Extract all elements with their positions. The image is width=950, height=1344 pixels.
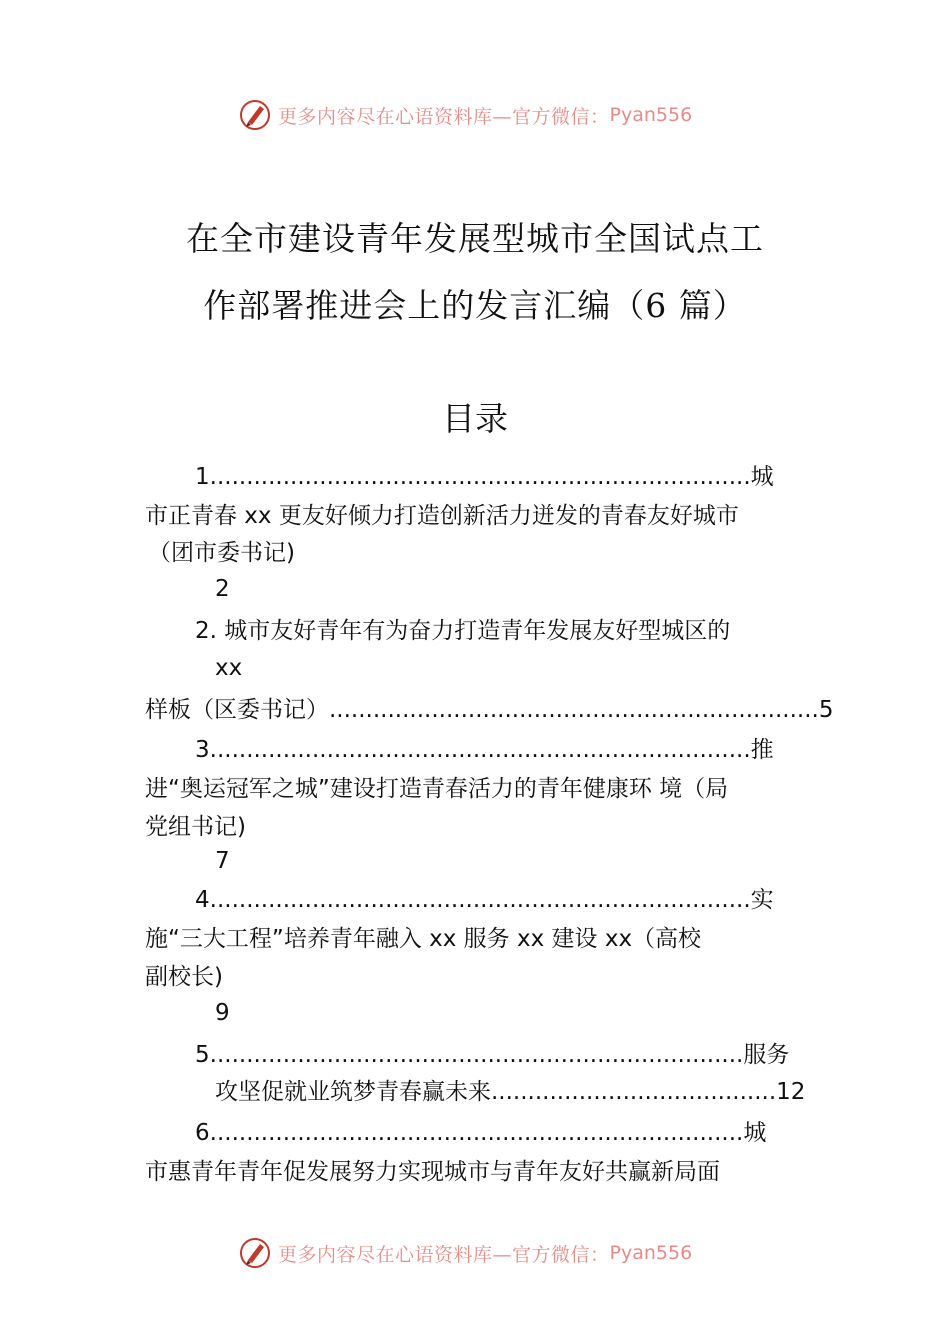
toc-entry-4-author: 副校长) xyxy=(145,964,223,990)
toc-entry-3-text: 进“奥运冠军之城”建设打造青春活力的青年健康环 境（局 xyxy=(145,776,729,802)
watermark-wechat-id: Pyan556 xyxy=(609,104,693,126)
toc-entry-3-page: 7 xyxy=(215,848,230,874)
toc-entry-4-page: 9 xyxy=(215,1000,230,1026)
document-title-line-1: 在全市建设青年发展型城市全国试点工 xyxy=(186,219,764,258)
document-title-line-2: 作部署推进会上的发言汇编（6 篇） xyxy=(203,286,747,325)
toc-entry-6-line: 6.........................................................................城 xyxy=(195,1120,767,1146)
toc-entry-1-author: （团市委书记) xyxy=(148,540,295,566)
toc-entry-2-text: xx xyxy=(215,655,243,681)
watermark-text: 更多内容尽在心语资料库—官方微信： xyxy=(278,1243,610,1266)
toc-entry-5-line: 5.........................................................................服务 xyxy=(195,1042,790,1068)
toc-entry-5-text: 攻坚促就业筑梦青春赢未来.......................................12 xyxy=(215,1079,806,1105)
toc-entry-2-author: 样板（区委书记）...................................................................5 xyxy=(145,697,834,723)
watermark-text: 更多内容尽在心语资料库—官方微信： xyxy=(278,105,610,128)
toc-entry-3-author: 党组书记) xyxy=(145,814,246,840)
toc-entry-2-line: 2. 城市友好青年有为奋力打造青年发展友好型城区的 xyxy=(195,618,731,644)
toc-entry-1-line: 1..........................................................................城 xyxy=(195,464,774,490)
toc-entry-4-text: 施“三大工程”培养青年融入 xx 服务 xx 建设 xx（高校 xyxy=(145,926,702,952)
toc-entry-3-line: 3..........................................................................推 xyxy=(195,737,774,763)
pen-logo-icon xyxy=(238,1236,272,1270)
toc-entry-1-text: 市正青春 xx 更友好倾力打造创新活力迸发的青春友好城市 xyxy=(145,503,739,529)
toc-entry-4-line: 4..........................................................................实 xyxy=(195,887,774,913)
pen-logo-icon xyxy=(238,98,272,132)
toc-entry-1-page: 2 xyxy=(215,576,230,602)
toc-heading: 目录 xyxy=(442,399,508,438)
watermark-banner-top xyxy=(0,95,950,135)
toc-entry-6-text: 市惠青年青年促发展努力实现城市与青年友好共赢新局面 xyxy=(145,1159,720,1185)
watermark-wechat-id: Pyan556 xyxy=(609,1242,693,1264)
watermark-banner-bottom xyxy=(0,1233,950,1273)
